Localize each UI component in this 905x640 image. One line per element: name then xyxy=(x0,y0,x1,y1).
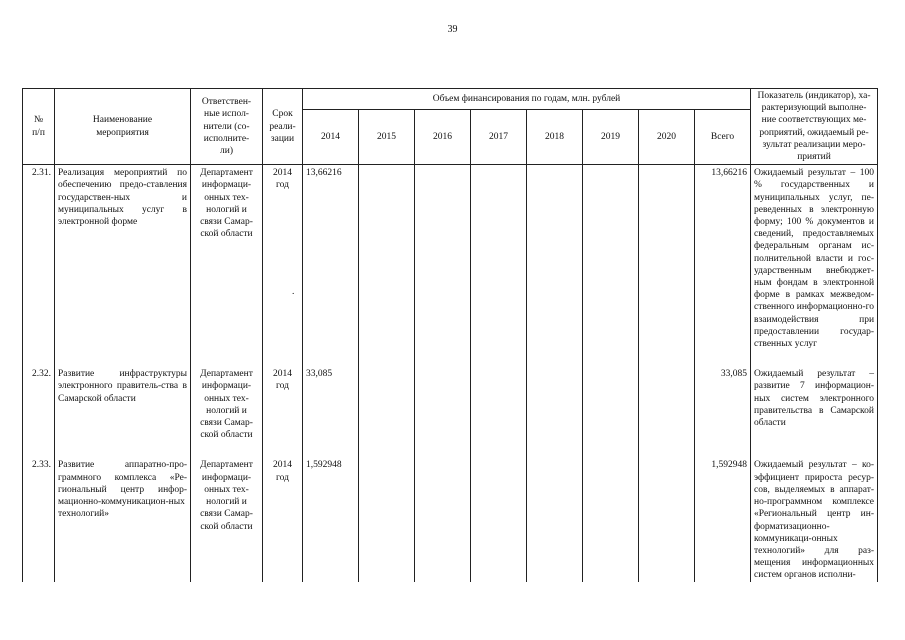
header-name-text: Наименование мероприятия xyxy=(92,115,153,138)
header-indicator-text: Показатель (индикатор), ха- рактеризующий выполне- ние соответствующих ме- роприятий, ожидаемый ре- зультат реализации меро- приятий xyxy=(757,91,871,163)
header-financing xyxy=(303,89,751,110)
row-number: 2.31. xyxy=(23,165,55,351)
header-term xyxy=(263,89,303,165)
header-responsible-text: Ответствен- ные испол- нители (со- исполните- ли) xyxy=(201,97,252,156)
indicator-text: Ожидаемый результат – ко-эффициент прироста ресур-сов, выделяемых в аппарат-но-программном комплексе «Региональный центр ин-форматизационно-коммуникаци-онных технологий» для раз-мещения информационных систем органов исполни- xyxy=(751,457,878,581)
amount-2019 xyxy=(583,165,639,351)
table-row xyxy=(23,366,878,441)
amount-2019 xyxy=(583,366,639,441)
amount-2015 xyxy=(359,165,415,351)
page-number: 39 xyxy=(447,24,458,35)
financing-table xyxy=(22,88,878,582)
measure-name: Развитие аппаратно-про-граммного комплекса «Ре-гиональный центр инфор-мационно-коммуникацион-ных технологий» xyxy=(55,457,191,581)
amount-2018 xyxy=(527,366,583,441)
amount-2014: 1,592948 xyxy=(303,457,359,581)
table-body xyxy=(23,165,878,582)
header-term-text: Срок реали- зации xyxy=(269,109,296,144)
amount-total: 33,085 xyxy=(695,366,751,441)
amount-2017 xyxy=(471,457,527,581)
header-financing-text: Объем финансирования по годам, млн. рублей xyxy=(432,94,621,105)
row-number: 2.32. xyxy=(23,366,55,441)
responsible-text: Департамент информаци- онных тех- нологий и связи Самар- ской области xyxy=(200,369,253,441)
amount-total: 13,66216 xyxy=(695,165,751,351)
header-name xyxy=(55,89,191,165)
indicator-text: Ожидаемый результат – 100 % государственных и муниципальных услуг, пе-реведенных в электронную форму; 100 % документов и сведений, предоставляемых федеральным органам ис-полнительной власти и гос-ударственным внебюджет-ным фондам в электронной форме в рамках межведом-ственного информационно-го взаимодействия при предоставлении государ-ственных услуг xyxy=(751,165,878,351)
responsible-text: Департамент информаци- онных тех- нологий и связи Самар- ской области xyxy=(200,168,253,240)
measure-name: Развитие инфраструктуры электронного правитель-ства в Самарской области xyxy=(55,366,191,441)
amount-2016 xyxy=(415,457,471,581)
term-text: 2014 год xyxy=(273,168,292,191)
responsible-executor xyxy=(191,366,263,441)
amount-2018 xyxy=(527,457,583,581)
table-header xyxy=(23,89,878,165)
term-text: 2014 год xyxy=(273,460,292,483)
amount-2016 xyxy=(415,165,471,351)
amount-2020 xyxy=(639,165,695,351)
header-year-2019: 2019 xyxy=(583,110,639,165)
header-responsible xyxy=(191,89,263,165)
term-text: 2014 год xyxy=(273,369,292,392)
row-number: 2.33. xyxy=(23,457,55,581)
amount-2014: 33,085 xyxy=(303,366,359,441)
amount-2020 xyxy=(639,457,695,581)
amount-2017 xyxy=(471,366,527,441)
implementation-term xyxy=(263,366,303,441)
measure-name: Реализация мероприятий по обеспечению предо-ставления государствен-ных и муниципальных услуг в электронной форме xyxy=(55,165,191,351)
amount-2018 xyxy=(527,165,583,351)
amount-total: 1,592948 xyxy=(695,457,751,581)
header-indicator xyxy=(751,89,878,165)
amount-2014: 13,66216 xyxy=(303,165,359,351)
header-num-text: № п/п xyxy=(32,115,45,138)
header-year-2020: 2020 xyxy=(639,110,695,165)
header-total: Всего xyxy=(695,110,751,165)
amount-2020 xyxy=(639,366,695,441)
header-year-2014: 2014 xyxy=(303,110,359,165)
header-year-2018: 2018 xyxy=(527,110,583,165)
implementation-term xyxy=(263,165,303,351)
header-year-2017: 2017 xyxy=(471,110,527,165)
responsible-executor xyxy=(191,457,263,581)
amount-2016 xyxy=(415,366,471,441)
header-year-2016: 2016 xyxy=(415,110,471,165)
responsible-text: Департамент информаци- онных тех- нологий и связи Самар- ской области xyxy=(200,460,253,532)
stray-mark: . xyxy=(292,286,295,297)
table-row xyxy=(23,165,878,351)
amount-2017 xyxy=(471,165,527,351)
amount-2019 xyxy=(583,457,639,581)
row-spacer xyxy=(23,441,878,457)
header-num xyxy=(23,89,55,165)
table-row xyxy=(23,457,878,581)
row-spacer xyxy=(23,350,878,366)
header-year-2015: 2015 xyxy=(359,110,415,165)
implementation-term xyxy=(263,457,303,581)
indicator-text: Ожидаемый результат – развитие 7 информацион-ных систем электронного правительства в Самарской области xyxy=(751,366,878,441)
amount-2015 xyxy=(359,457,415,581)
amount-2015 xyxy=(359,366,415,441)
responsible-executor xyxy=(191,165,263,351)
